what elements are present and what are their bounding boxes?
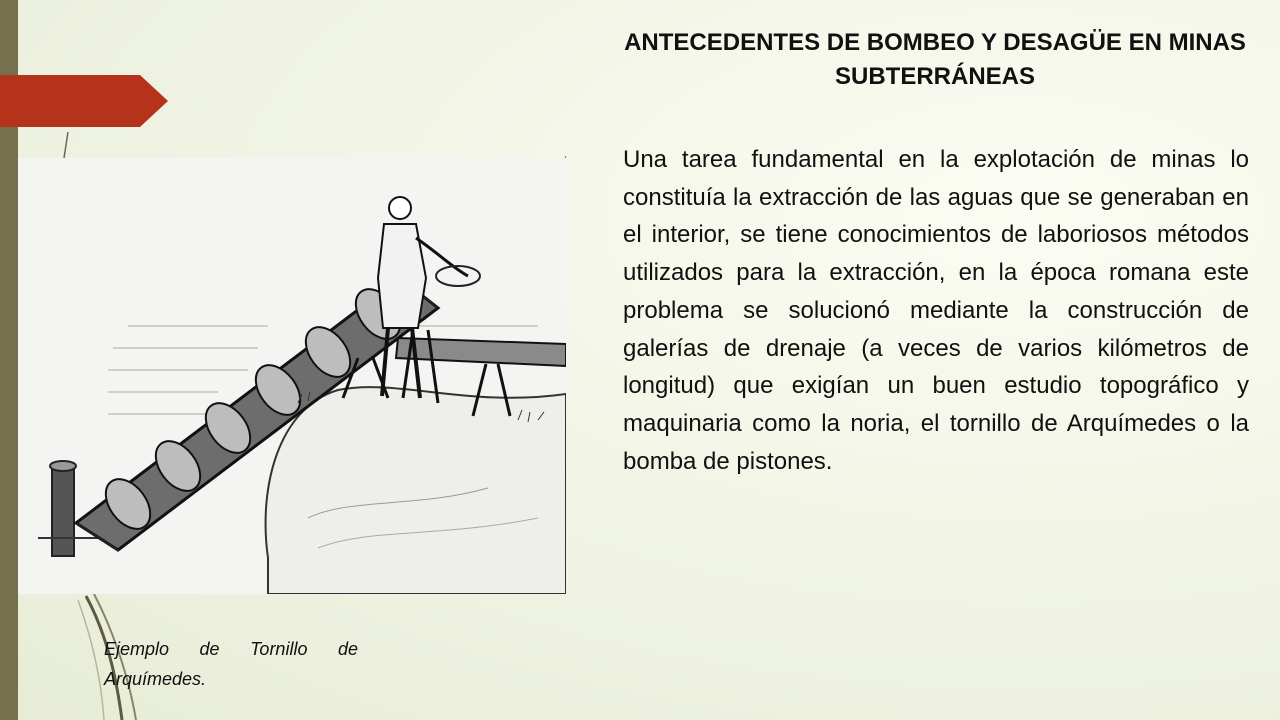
archimedes-screw-illustration — [18, 158, 566, 594]
slide-title: ANTECEDENTES DE BOMBEO Y DESAGÜE EN MINAS SUBTERRÁNEAS — [624, 29, 1246, 90]
red-arrow-tab — [0, 75, 168, 127]
slide-body-text: Una tarea fundamental en la explotación de minas lo constituía la extracción de las aguas que se generaban en el interior, se tiene conocimientos de laboriosos métodos utilizados para la extracción, en la época romana este problema se solucionó mediante la construcción de galerías de drenaje (a veces de varios kilómetros de longitud) que exigían un buen estudio topográfico y maquinaria como la noria, el tornillo de Arquímedes o la bomba de pistones. — [623, 146, 1249, 475]
image-caption: Ejemplo de Tornillo de Arquímedes. — [104, 639, 358, 689]
